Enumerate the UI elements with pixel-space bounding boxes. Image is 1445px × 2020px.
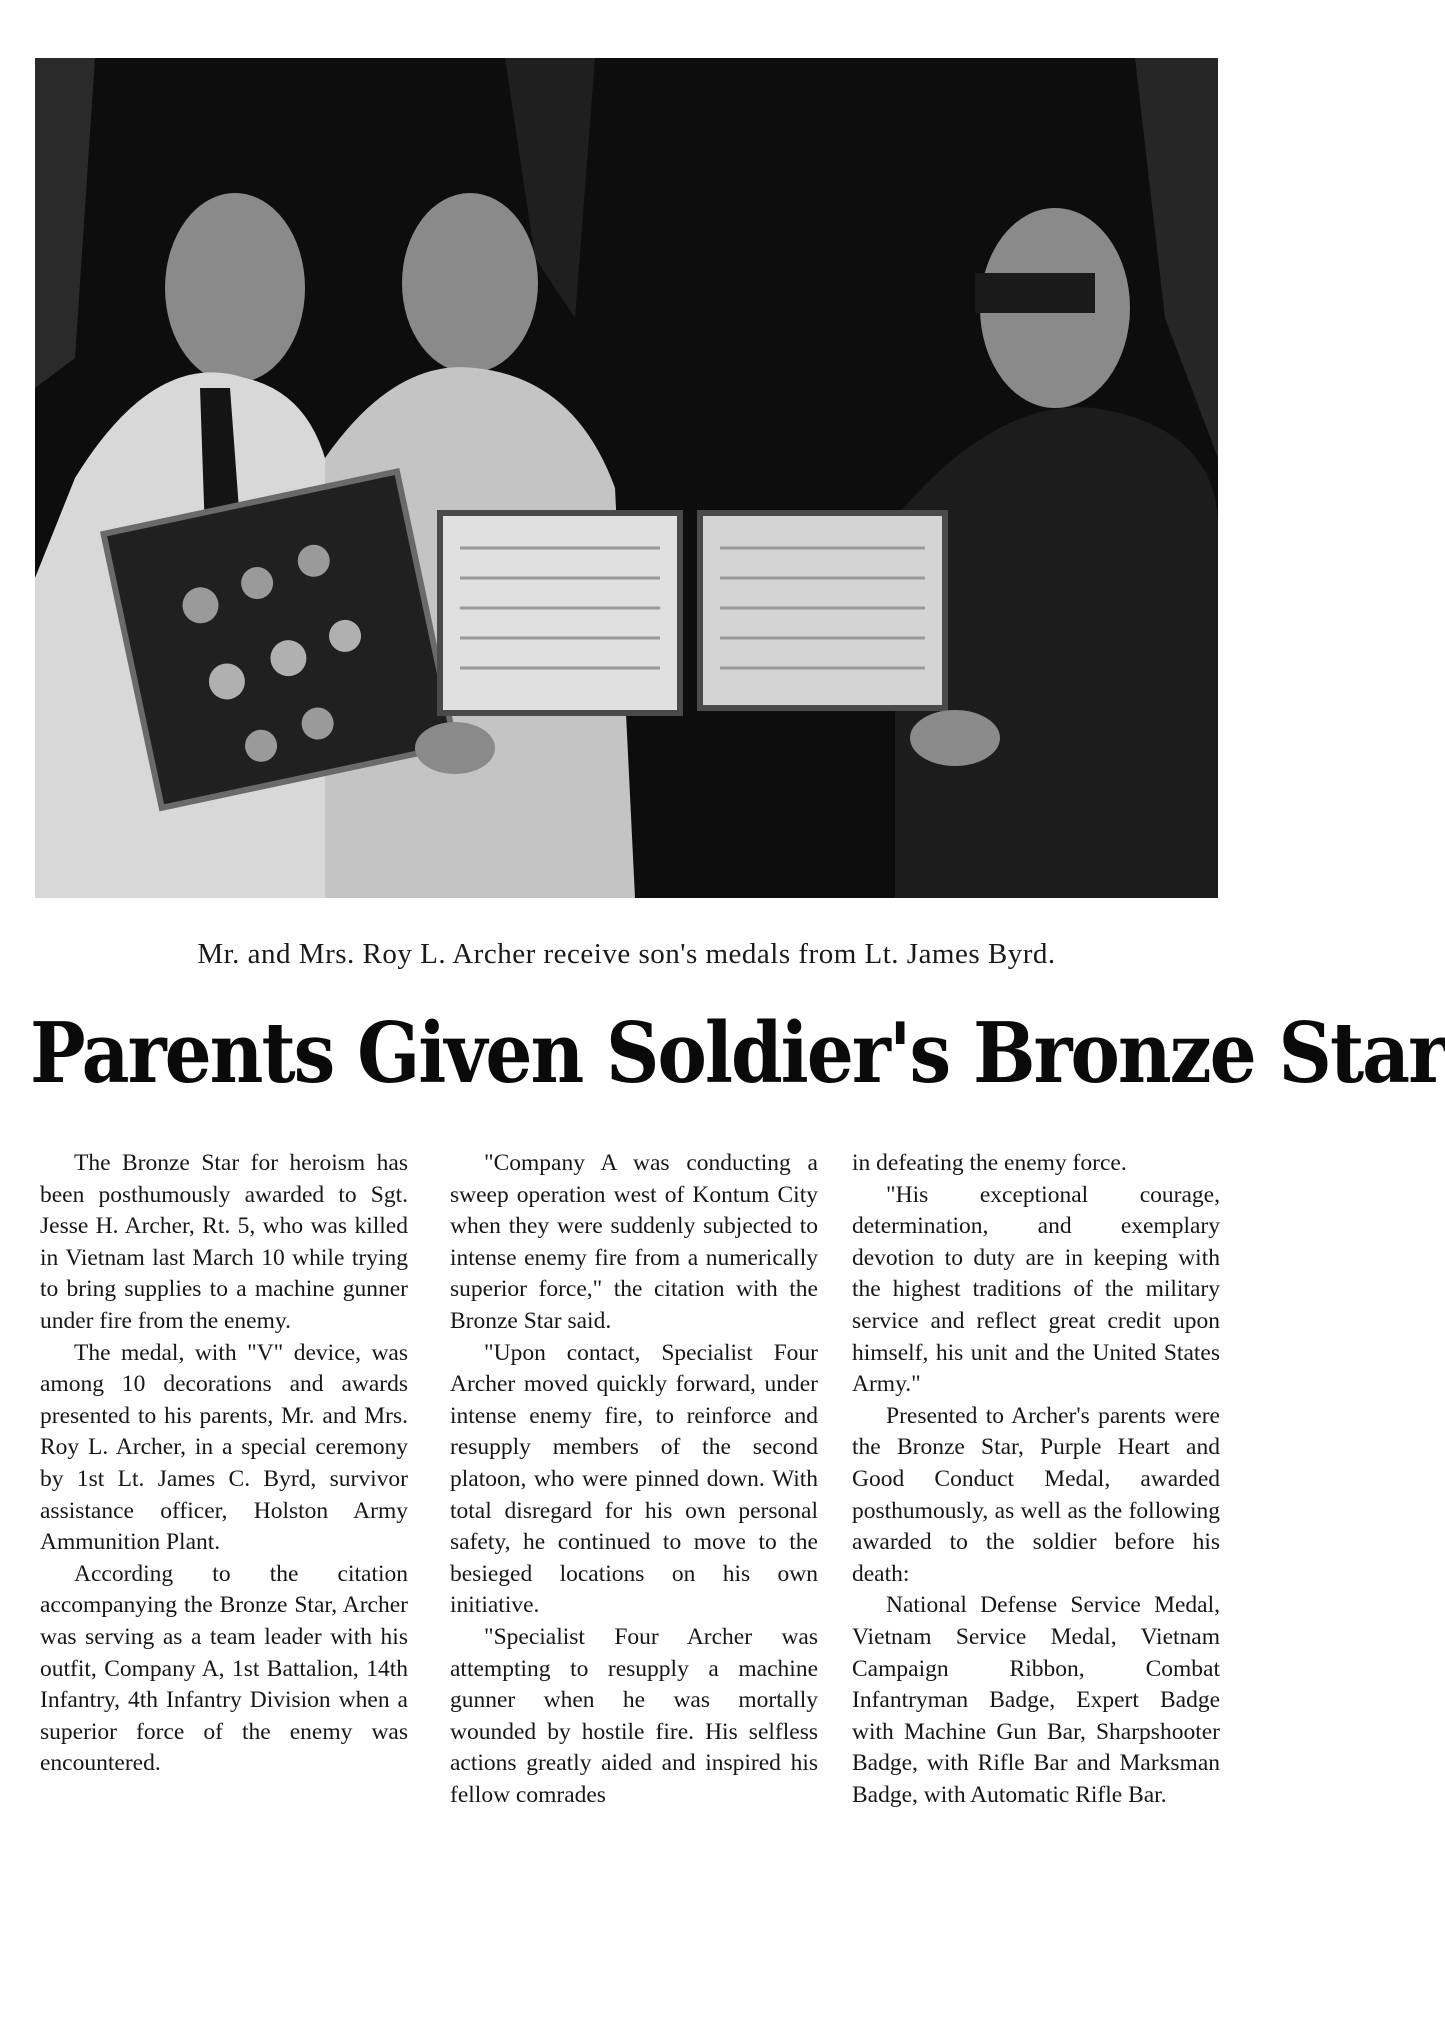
paragraph: "Specialist Four Archer was attempting to resupply a machine gunner when he was mortally wounded by hostile fire. His selfless actions greatly aided and inspired his fellow comrades [450,1623,818,1808]
article-column-1 [40,1148,408,1780]
article-column-3 [852,1148,1220,1811]
photo-icon [35,58,1218,898]
paragraph: National Defense Service Medal, Vietnam Service Medal, Vietnam Campaign Ribbon, Combat Infantryman Badge, Expert Badge with Machine Gun Bar, Sharpshooter Badge, with Rifle Bar and Marksman Badge, with Automatic Rifle Bar. [852,1592,1220,1808]
news-photo [35,58,1218,898]
headline: Parents Given Soldier's Bronze Star [30,1005,1445,1102]
photo-caption: Mr. and Mrs. Roy L. Archer receive son's medals from Lt. James Byrd. [197,938,1056,970]
paragraph: in defeating the enemy force. [852,1150,1127,1176]
paragraph: The Bronze Star for heroism has been posthumously awarded to Sgt. Jesse H. Archer, Rt. 5, who was killed in Vietnam last March 10 while trying to bring supplies to a machine gunner under fire from the enemy. [40,1150,408,1334]
paragraph: "Company A was conducting a sweep operation west of Kontum City when they were suddenly subjected to intense enemy fire from a numerically superior force," the citation with the Bronze Star said. [450,1150,818,1334]
paragraph: "Upon contact, Specialist Four Archer moved quickly forward, under intense enemy fire, to reinforce and resupply members of the second platoon, who were pinned down. With total disregard for his own personal safety, he continued to move to the besieged locations on his own initiative. [450,1339,818,1619]
article-column-2 [450,1148,818,1811]
paragraph: The medal, with "V" device, was among 10 decorations and awards presented to his parents, Mr. and Mrs. Roy L. Archer, in a special ceremony by 1st Lt. James C. Byrd, survivor assistance officer, Holston Army Ammunition Plant. [40,1339,408,1556]
paragraph: According to the citation accompanying the Bronze Star, Archer was serving as a team leader with his outfit, Company A, 1st Battalion, 14th Infantry, 4th Infantry Division when a superior force of the enemy was encountered. [40,1560,408,1777]
article-body [40,1148,1220,2008]
paragraph: "His exceptional courage, determination, and exemplary devotion to duty are in keeping with the highest traditions of the military service and reflect great credit upon himself, his unit and the United States Army." [852,1181,1220,1398]
paragraph: Presented to Archer's parents were the Bronze Star, Purple Heart and Good Conduct Medal, awarded posthumously, as well as the following awarded to the soldier before his death: [852,1402,1220,1587]
